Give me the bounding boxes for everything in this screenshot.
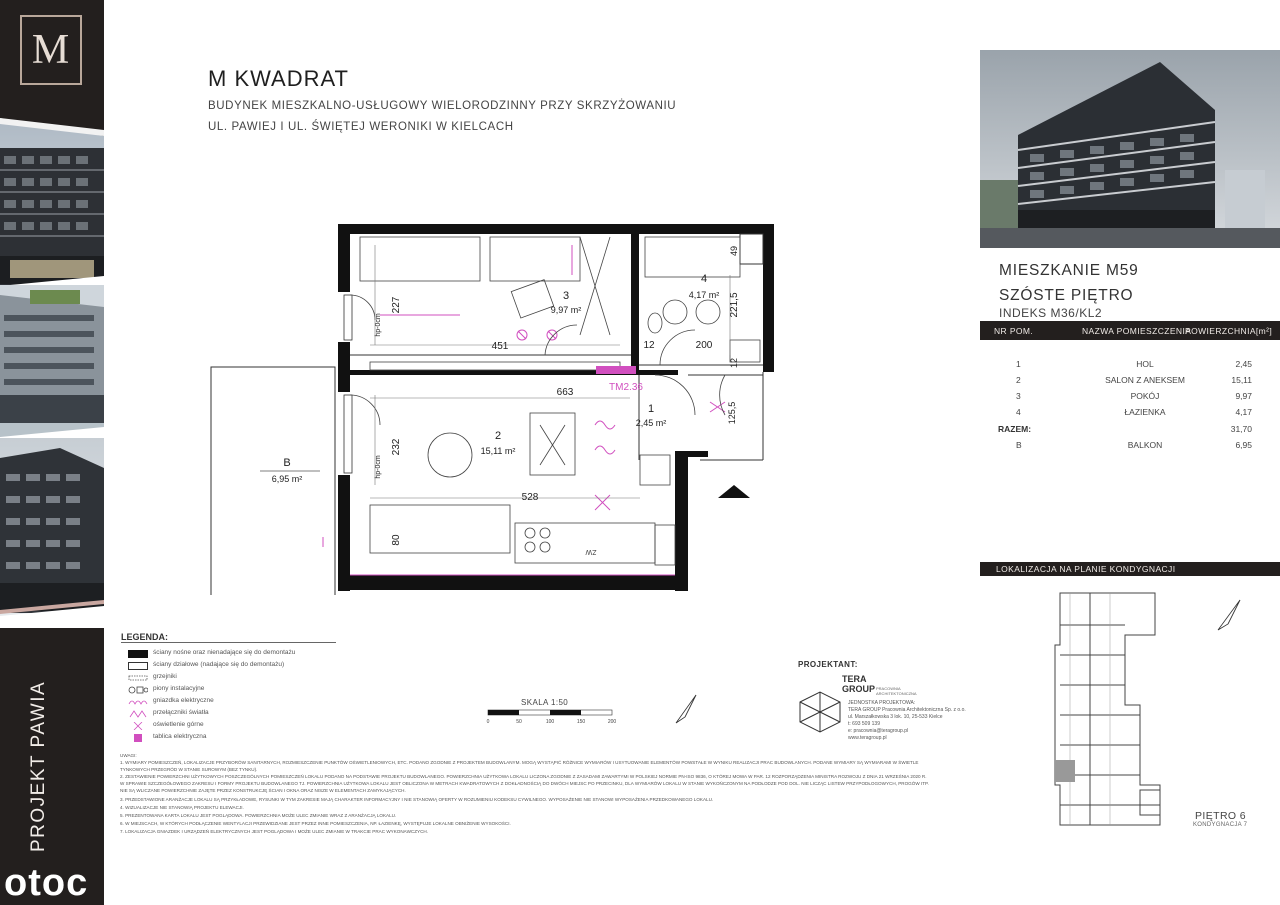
legend-item: ściany nośne oraz nienadające się do demontażu — [128, 649, 338, 660]
ceiling-light-icon — [128, 722, 148, 730]
wall-top — [338, 224, 774, 234]
room-2-area: 15,11 m² — [480, 446, 516, 456]
header-name: NAZWA POMIESZCZENIA — [1082, 326, 1192, 336]
balcony-area: 6,95 m² — [271, 474, 303, 484]
designer-info-line: ul. Marszałkowska 3 lok. 10, 25-533 Kielce — [848, 714, 943, 720]
header-area: POWIERZCHNIA[m²] — [1185, 326, 1273, 336]
note-line: TYNKOWYCH PRZEGRÓD W STANIE SUROWYM (BEZ TYNKU). — [120, 767, 258, 772]
tm-label: TM2.36 — [609, 382, 643, 393]
project-description-line-1: BUDYNEK MIESZKALNO-USŁUGOWY WIELORODZINNY PRZY SKRZYŻOWANIU — [208, 100, 677, 112]
dim-12a: 12 — [643, 340, 655, 351]
note-line: 5. PREZENTOWANA KARTA LOKALU JEST POGLĄDOWA. POWIERZCHNIA MOŻE ULEC ZMIANIE WRAZ Z ARANŻACJĄ LOKALU. — [120, 813, 397, 818]
scale-tick: 50 — [516, 719, 522, 725]
wall-right-lower — [675, 451, 688, 591]
plan-north-arrow-icon — [672, 693, 702, 727]
legend-divider — [121, 642, 336, 643]
bearing-wall-symbol — [128, 650, 148, 658]
scale-tick: 150 — [576, 719, 586, 725]
scale-label: SKALA 1:50 — [521, 698, 569, 707]
hp-label-2: hp-0cm — [375, 455, 382, 479]
note-line: 1. WYMIARY POMIESZCZEŃ, LOKALIZACJE PRZYBORÓW SANITARNYCH, ROZMIESZCZENIE PUNKTÓW OŚWIETLENIOWYCH, ETC. PODANO ZGODNIE Z PROJEKTEM BUDOWLANYM. MOGĄ WYSTĄPIĆ RÓŻNICE WYMIARÓW I USYTUOWANIE ELEMENTÓW POWSTAŁE W WYNIKU REALIZACJI PRAC BUDOWLANYCH. PODANE WYMIARY SĄ WYMIARAMI W ŚWIETLE — [120, 760, 919, 765]
rooms-table-header — [980, 321, 1280, 340]
north-arrow-icon — [1214, 598, 1244, 634]
designer-name-2: GROUP — [842, 684, 876, 694]
wall-left-mid — [338, 342, 350, 392]
dim-663: 663 — [556, 387, 574, 398]
dim-232: 232 — [391, 438, 402, 456]
note-line: 2. ZESTAWIENIE POWIERZCHNI UŻYTKOWYCH POSZCZEGÓLNYCH POMIESZCZEŃ LOKALU PODANO NA PODSTAWIE PROJEKTU BUDOWLANEGO. POWIERZCHNIA UŻYTKOWA LOKALU LICZONA ZGODNIE Z ZASADAMI ZAWARTYMI W POLSKIEJ NORMIE PN-ISO 9836, O KTÓREJ MOWA W PAR. 12 ROZPORZĄDZENIA MINISTRA ROZWOJU Z DNIA 21 WRZEŚNIA 2020 R. — [120, 774, 927, 779]
note-line: 3. PRZEDSTAWIONE ARANŻACJE LOKALU SĄ PRZYKŁADOWE, RYSUNKI W TYM ZAKRESIE MAJĄ CHARAKTER INFORMACYJNY I NIE STANOWIĄ OFERTY W ROZUMIENIU KODEKSU CYWILNEGO. WYPOSAŻENIE NIE STANOWI WYPOSAŻENIA PRZEDKOWANEGO LOKALU. — [120, 797, 714, 802]
room-3-area: 9,97 m² — [550, 305, 582, 315]
apartment-floor: SZÓSTE PIĘTRO — [999, 287, 1134, 304]
scale-bar — [485, 709, 625, 729]
note-line: NIE SĄ WLICZANE POWIERZCHNIE ZAJĘTE PRZEZ KONSTRUKCJĘ ŚCIAN I OKNA ORAZ NISZE W ELEMENTACH ZAMYKAJĄCYCH. — [120, 788, 406, 793]
legend-item: przełączniki światła — [128, 709, 338, 720]
scale-tick: 100 — [545, 719, 555, 725]
apartment-index: INDEKS M36/KL2 — [999, 306, 1103, 320]
apartment-highlight — [1055, 760, 1075, 782]
electrical-board — [596, 366, 636, 374]
note-line: W SPRAWIE SZCZEGÓŁOWEGO ZAKRESU I FORMY PROJEKTU BUDOWLANEGO TJ. POWIERZCHNIA UŻYTKOWA LOKALU JEST OBLICZONA W METRACH KWADRATOWYCH Z DOKŁADNOŚCIĄ DO DWÓCH MIEJSC PO PRZECINKU, DLA WYMIARÓW LOKALU W STANIE WYKOŃCZONYM NA PODŁODZE POD DOL. NIE LICZĄC LISTEW PRZYPODŁOGOWYCH, PROGÓW ITP. — [120, 781, 929, 786]
dim-1255: 125,5 — [727, 401, 737, 425]
table-total-row: RAZEM: 31,70 — [998, 424, 1252, 434]
apartment-title: MIESZKANIE M59 — [999, 262, 1139, 279]
designer-info-line: TERA GROUP Pracownia Architektoniczna Sp. z o.o. — [848, 707, 966, 713]
dim-2215: 221,5 — [729, 292, 740, 318]
table-row: 3 POKÓJ 9,97 — [1016, 391, 1252, 401]
header-nr: NR POM. — [994, 326, 1034, 336]
scale-tick: 200 — [607, 719, 617, 725]
dim-227: 227 — [391, 296, 402, 314]
dim-200: 200 — [695, 340, 713, 351]
wall-bath-left — [631, 234, 639, 374]
designer-info-line: JEDNOSTKA PROJEKTOWA: — [848, 700, 916, 706]
note-line: 6. W MIEJSCACH, W KTÓRYCH PODŁĄCZENIE WENTYLACJI PRZEWIDZIANE JEST PRZEZ INNE POMIESZCZENIA, NP. ŁAZIENKĘ, WYSTĘPUJE LOKALNE OBNIŻENIE WYSOKOŚCI. — [120, 821, 511, 826]
floor-sublabel: KONDYGNACJA 7 — [1193, 822, 1248, 828]
building-photo-3 — [0, 438, 104, 628]
legend-item: oświetlenie górne — [128, 721, 338, 732]
socket-icon — [128, 698, 148, 706]
side-title: PROJEKT PAWIA — [28, 680, 49, 852]
project-name: M KWADRAT — [208, 66, 349, 91]
watermark: otoc — [4, 862, 89, 904]
wall-left-upper — [338, 224, 350, 292]
floor-location-plan — [1030, 585, 1170, 835]
dim-49: 49 — [729, 245, 739, 257]
legend-item: piony instalacyjne — [128, 685, 338, 696]
hp-label-1: hp-0cm — [375, 313, 382, 337]
legend-item: ściany działowe (nadające się do demontażu) — [128, 661, 338, 672]
table-row: 4 ŁAZIENKA 4,17 — [1016, 407, 1252, 417]
floor-plan — [200, 215, 790, 595]
logo-letter: M — [31, 27, 71, 73]
designer-title: PROJEKTANT: — [798, 660, 858, 669]
building-render — [980, 50, 1280, 248]
note-line: 7. LOKALIZACJA GNIAZDEK I URZĄDZEŃ ELEKTRYCZNYCH JEST POGLĄDOWA I MOŻE ULEC ZMIANIE W TRAKCIE PRAC WYKONAWCZYCH. — [120, 829, 428, 834]
room-2-nr: 2 — [494, 430, 502, 442]
wall-right-upper — [763, 224, 774, 372]
designer-info-line: e: pracownia@teragroup.pl — [848, 728, 909, 734]
balcony-nr: B — [283, 457, 291, 469]
table-balcony-row: B BALKON 6,95 — [1016, 440, 1252, 450]
designer-name-1: TERA — [842, 674, 867, 684]
tera-group-logo-icon — [796, 672, 844, 734]
brand-logo — [20, 15, 82, 85]
legend-item: tablica elektryczna — [128, 733, 338, 744]
dim-12b: 12 — [729, 357, 739, 369]
legend-item: grzejniki — [128, 673, 338, 684]
light-switch-icon — [128, 710, 148, 718]
project-description-line-2: UL. PAWIEJ I UL. ŚWIĘTEJ WERONIKI W KIELCACH — [208, 121, 514, 133]
scale-tick: 0 — [486, 719, 490, 725]
legend-title: LEGENDA: — [121, 632, 168, 642]
note-line: UWAGI: — [120, 753, 137, 758]
designer-info-line: www.teragroup.pl — [848, 735, 887, 741]
wall-left-lower — [338, 475, 350, 591]
legend-item: gniazdka elektryczne — [128, 697, 338, 708]
zw-label: ZW — [585, 548, 597, 555]
dim-528: 528 — [521, 492, 539, 503]
building-photo-1 — [0, 118, 104, 298]
room-1-nr: 1 — [647, 403, 655, 415]
location-bar: LOKALIZACJA NA PLANIE KONDYGNACJI — [980, 562, 1280, 576]
installation-shaft-icon — [128, 686, 148, 694]
partition-wall-symbol — [128, 662, 148, 670]
designer-subtitle: PRACOWNIA ARCHITEKTONICZNA — [876, 686, 917, 696]
room-4-area: 4,17 m² — [688, 290, 720, 300]
brand-sidebar — [0, 0, 104, 905]
floor-label: PIĘTRO 6 — [1195, 810, 1247, 822]
room-1-area: 2,45 m² — [635, 418, 667, 428]
dim-80: 80 — [391, 534, 402, 546]
entrance-marker — [718, 485, 750, 498]
room-4-nr: 4 — [700, 273, 708, 285]
wall-step — [688, 451, 708, 457]
table-row: 1 HOL 2,45 — [1016, 359, 1252, 369]
table-row: 2 SALON Z ANEKSEM 15,11 — [1016, 375, 1252, 385]
room-3-nr: 3 — [562, 290, 570, 302]
designer-info-line: t: 693 509 139 — [848, 721, 880, 727]
note-line: 4. WIZUALIZACJE NIE STANOWIĄ PROJEKTU ELEWACJI. — [120, 805, 244, 810]
electrical-board-symbol — [134, 734, 142, 742]
wall-bottom — [338, 575, 688, 590]
building-photo-2 — [0, 285, 104, 450]
dim-451: 451 — [491, 341, 509, 352]
radiator-icon — [128, 674, 148, 682]
